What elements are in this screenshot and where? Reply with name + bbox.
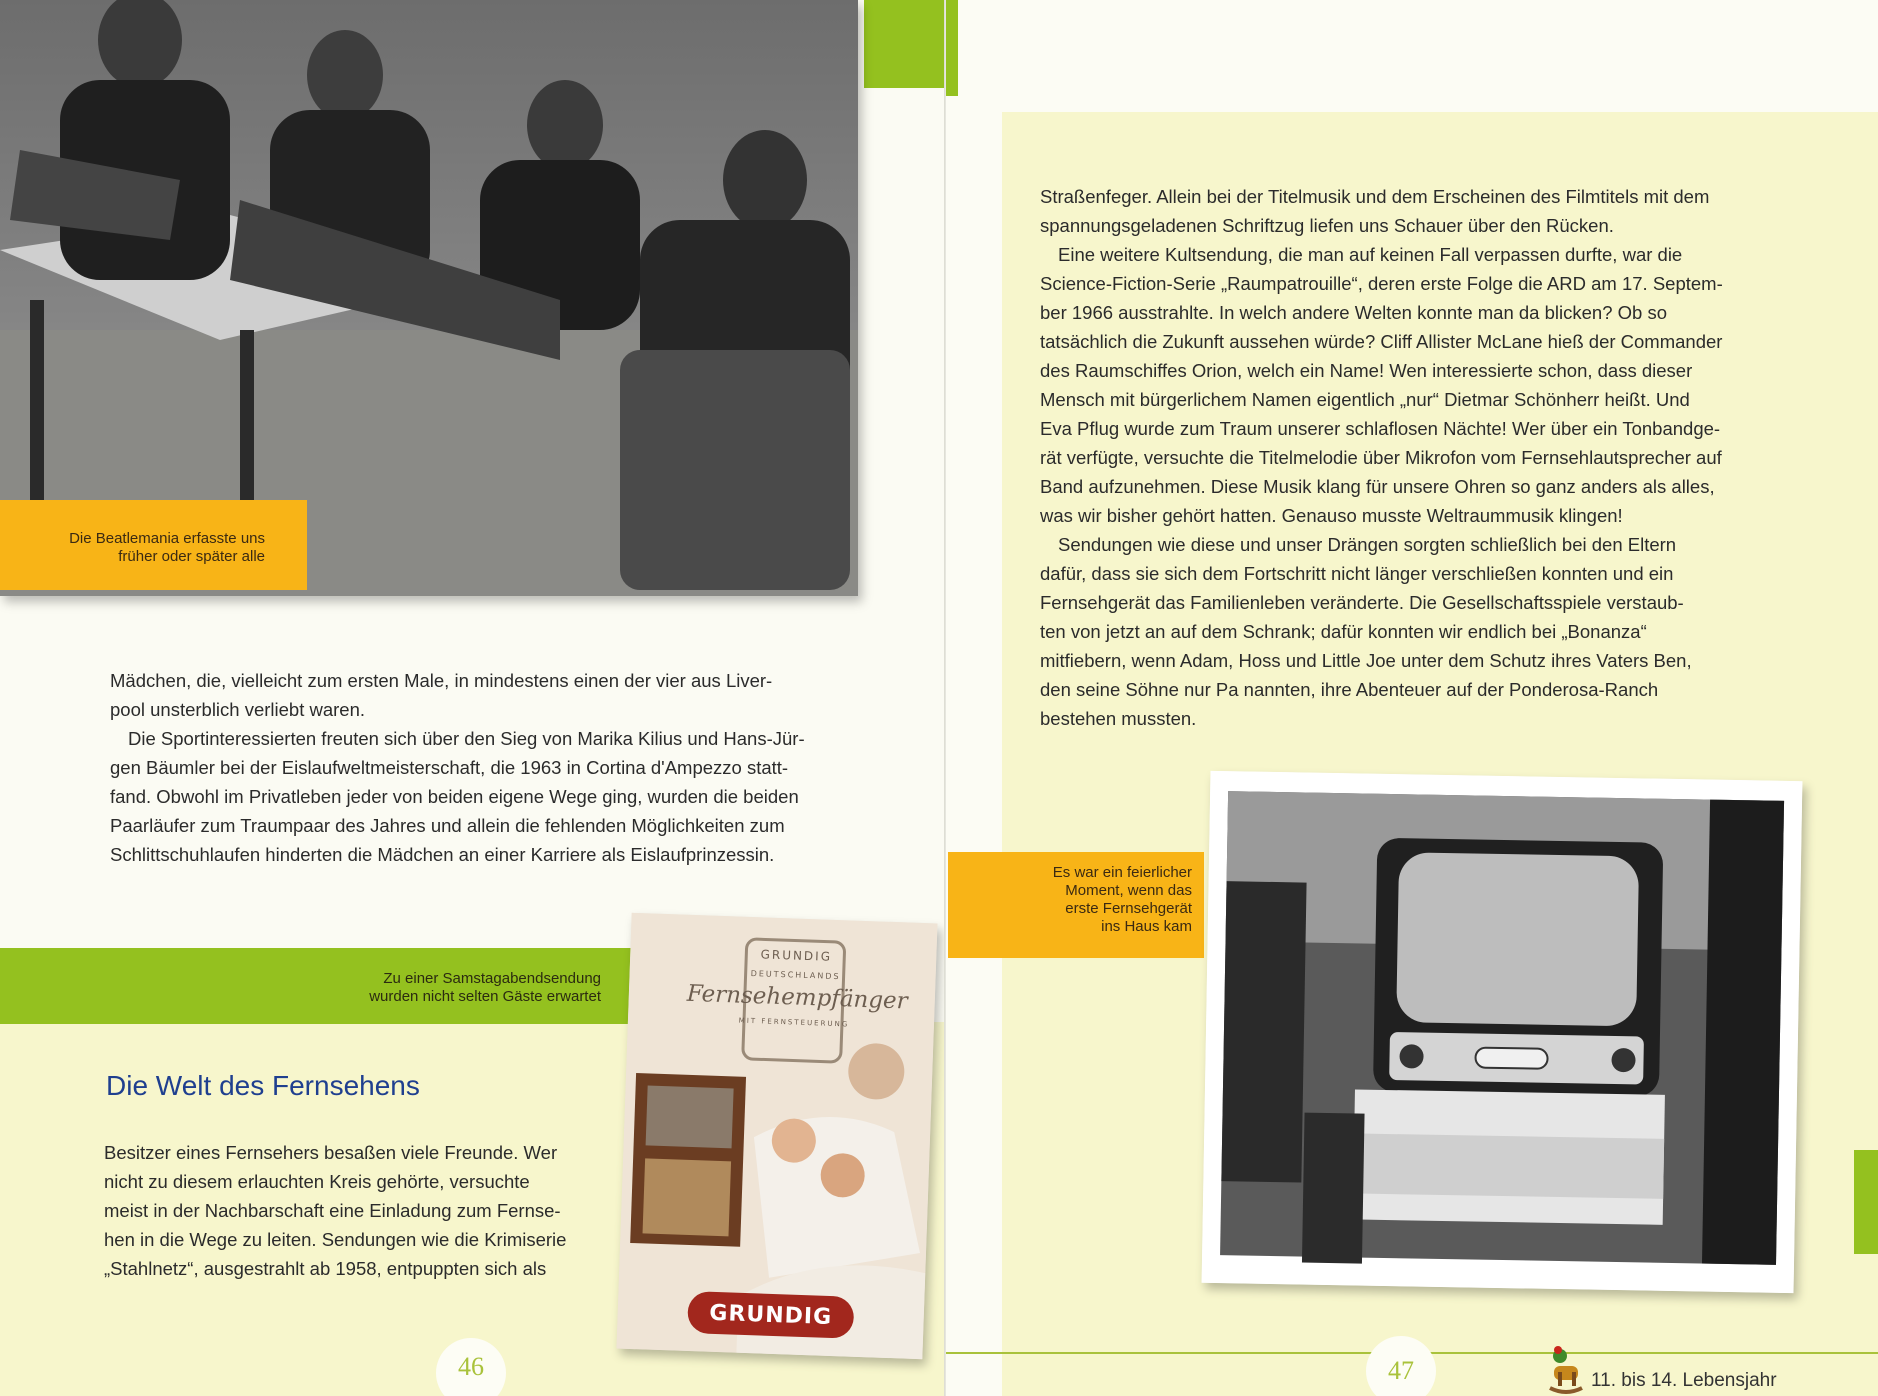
text-line: meist in der Nachbarschaft eine Einladung zum Fernse- — [104, 1200, 561, 1221]
beatles-caption-line-1: Die Beatlemania erfasste uns — [69, 530, 265, 547]
section-paragraph — [104, 1138, 624, 1283]
ad-bottom-brand: GRUNDIG — [708, 1300, 833, 1331]
text-line: gen Bäumler bei der Eislaufweltmeisterschaft, die 1963 in Cortina d'Ampezzo statt- — [110, 757, 789, 778]
right-top-green-strip — [946, 0, 958, 96]
ad-script: Fernsehempfänger — [686, 980, 909, 1015]
text-line: Besitzer eines Fernsehers besaßen viele Freunde. Wer — [104, 1142, 558, 1163]
beatles-caption-line-2: früher oder später alle — [118, 548, 265, 565]
rocking-horse-icon — [1544, 1342, 1588, 1396]
right-paragraph-3 — [1040, 530, 1840, 733]
tv-caption-line-4: ins Haus kam — [1101, 918, 1192, 935]
right-edge-green-strip — [1854, 1150, 1878, 1254]
text-line: pool unsterblich verliebt waren. — [110, 699, 366, 720]
text-line: Die Sportinteressierten freuten sich über den Sieg von Marika Kilius und Hans-Jür- — [128, 728, 805, 749]
text-line: Eine weitere Kultsendung, die man auf keinen Fall verpassen durfte, war die — [1058, 244, 1683, 265]
tv-caption-line-1: Es war ein feierlicher — [1052, 864, 1192, 881]
text-line: ber 1966 ausstrahlte. In welch andere Welten konnte man da blicken? Ob so — [1040, 302, 1667, 323]
right-paragraph-1 — [1040, 182, 1840, 240]
running-head: 11. bis 14. Lebensjahr — [1591, 1370, 1777, 1391]
left-paragraph-2 — [110, 724, 870, 869]
green-caption — [369, 970, 601, 1006]
text-line: tatsächlich die Zukunft aussehen würde? Cliff Allister McLane hieß der Commander — [1040, 331, 1723, 352]
section-body-text — [104, 1138, 624, 1283]
tv-caption-line-3: erste Fernsehgerät — [1065, 900, 1192, 917]
right-body-text — [1040, 182, 1840, 733]
text-line: spannungsgeladenen Schriftzug liefen uns Schauer über den Rücken. — [1040, 215, 1614, 236]
text-line: hen in die Wege zu leiten. Sendungen wie die Krimiserie — [104, 1229, 567, 1250]
tv-caption-box — [948, 852, 1204, 958]
right-paragraph-2 — [1040, 240, 1840, 530]
green-caption-line-1: Zu einer Samstagabendsendung — [383, 970, 601, 987]
text-line: den seine Söhne nur Pa nannten, ihre Abenteuer auf der Ponderosa-Ranch — [1040, 679, 1659, 700]
left-paragraph-1 — [110, 666, 870, 724]
left-body-text — [110, 666, 870, 869]
text-line: was wir bisher gehört hatten. Genauso musste Weltraummusik klingen! — [1040, 505, 1623, 526]
text-line: Schlittschuhlaufen hinderten die Mädchen an einer Karriere als Eislaufprinzessin. — [110, 844, 775, 865]
section-heading: Die Welt des Fernsehens — [106, 1070, 420, 1101]
text-line: Band aufzunehmen. Diese Musik klang für unsere Ohren so ganz anders als alles, — [1040, 476, 1715, 497]
text-line: Mädchen, die, vielleicht zum ersten Male, in mindestens einen der vier aus Liver- — [110, 670, 773, 691]
text-line: nicht zu diesem erlauchten Kreis gehörte, versuchte — [104, 1171, 530, 1192]
text-line: rät verfügte, versuchte die Titelmelodie über Mikrofon vom Fernsehlautsprecher auf — [1040, 447, 1722, 468]
text-line: „Stahlnetz“, ausgestrahlt ab 1958, entpuppten sich als — [104, 1258, 547, 1279]
ad-line-3: MIT FERNSTEUERUNG — [738, 1016, 850, 1029]
text-line: Science-Fiction-Serie „Raumpatrouille“, deren erste Folge die ARD am 17. Septem- — [1040, 273, 1723, 294]
text-line: Mensch mit bürgerlichem Namen eigentlich „nur“ Dietmar Schönherr heißt. Und — [1040, 389, 1690, 410]
text-line: dafür, dass sie sich dem Fortschritt nicht länger verschließen konnten und ein — [1040, 563, 1674, 584]
green-caption-bar — [0, 948, 635, 1024]
text-line: Straßenfeger. Allein bei der Titelmusik und dem Erscheinen des Filmtitels mit dem — [1040, 186, 1710, 207]
text-line: des Raumschiffes Orion, welch ein Name! Wen interessierte schon, dass dieser — [1040, 360, 1693, 381]
ad-line-2: DEUTSCHLANDS — [750, 968, 841, 982]
tv-caption-line-2: Moment, wenn das — [1065, 882, 1192, 899]
beatles-caption-box — [0, 500, 307, 590]
page-number-left: 46 — [458, 1352, 484, 1381]
text-line: Fernsehgerät das Familienleben veränderte. Die Gesellschaftsspiele verstaub- — [1040, 592, 1684, 613]
text-line: bestehen mussten. — [1040, 708, 1197, 729]
text-line: Eva Pflug wurde zum Traum unserer schlaflosen Nächte! Wer über ein Tonbandge- — [1040, 418, 1721, 439]
text-line: fand. Obwohl im Privatleben jeder von beiden eigene Wege ging, wurden die beiden — [110, 786, 799, 807]
left-top-green-strip — [864, 0, 946, 88]
right-page — [946, 0, 1878, 1396]
text-line: ten von jetzt an auf dem Schrank; dafür konnten wir endlich bei „Bonanza“ — [1040, 621, 1647, 642]
text-line: Sendungen wie diese und unser Drängen sorgten schließlich bei den Eltern — [1058, 534, 1677, 555]
text-line: mitfiebern, wenn Adam, Hoss und Little Joe unter dem Schutz ihres Vaters Ben, — [1040, 650, 1692, 671]
green-caption-line-2: wurden nicht selten Gäste erwartet — [369, 988, 601, 1005]
ad-top-brand: GRUNDIG — [760, 947, 833, 964]
tv-photo — [1202, 771, 1803, 1293]
text-line: Paarläufer zum Traumpaar des Jahres und allein die fehlenden Möglichkeiten zum — [110, 815, 785, 836]
grundig-ad-image — [616, 913, 937, 1359]
page-number-right: 47 — [1388, 1356, 1414, 1385]
